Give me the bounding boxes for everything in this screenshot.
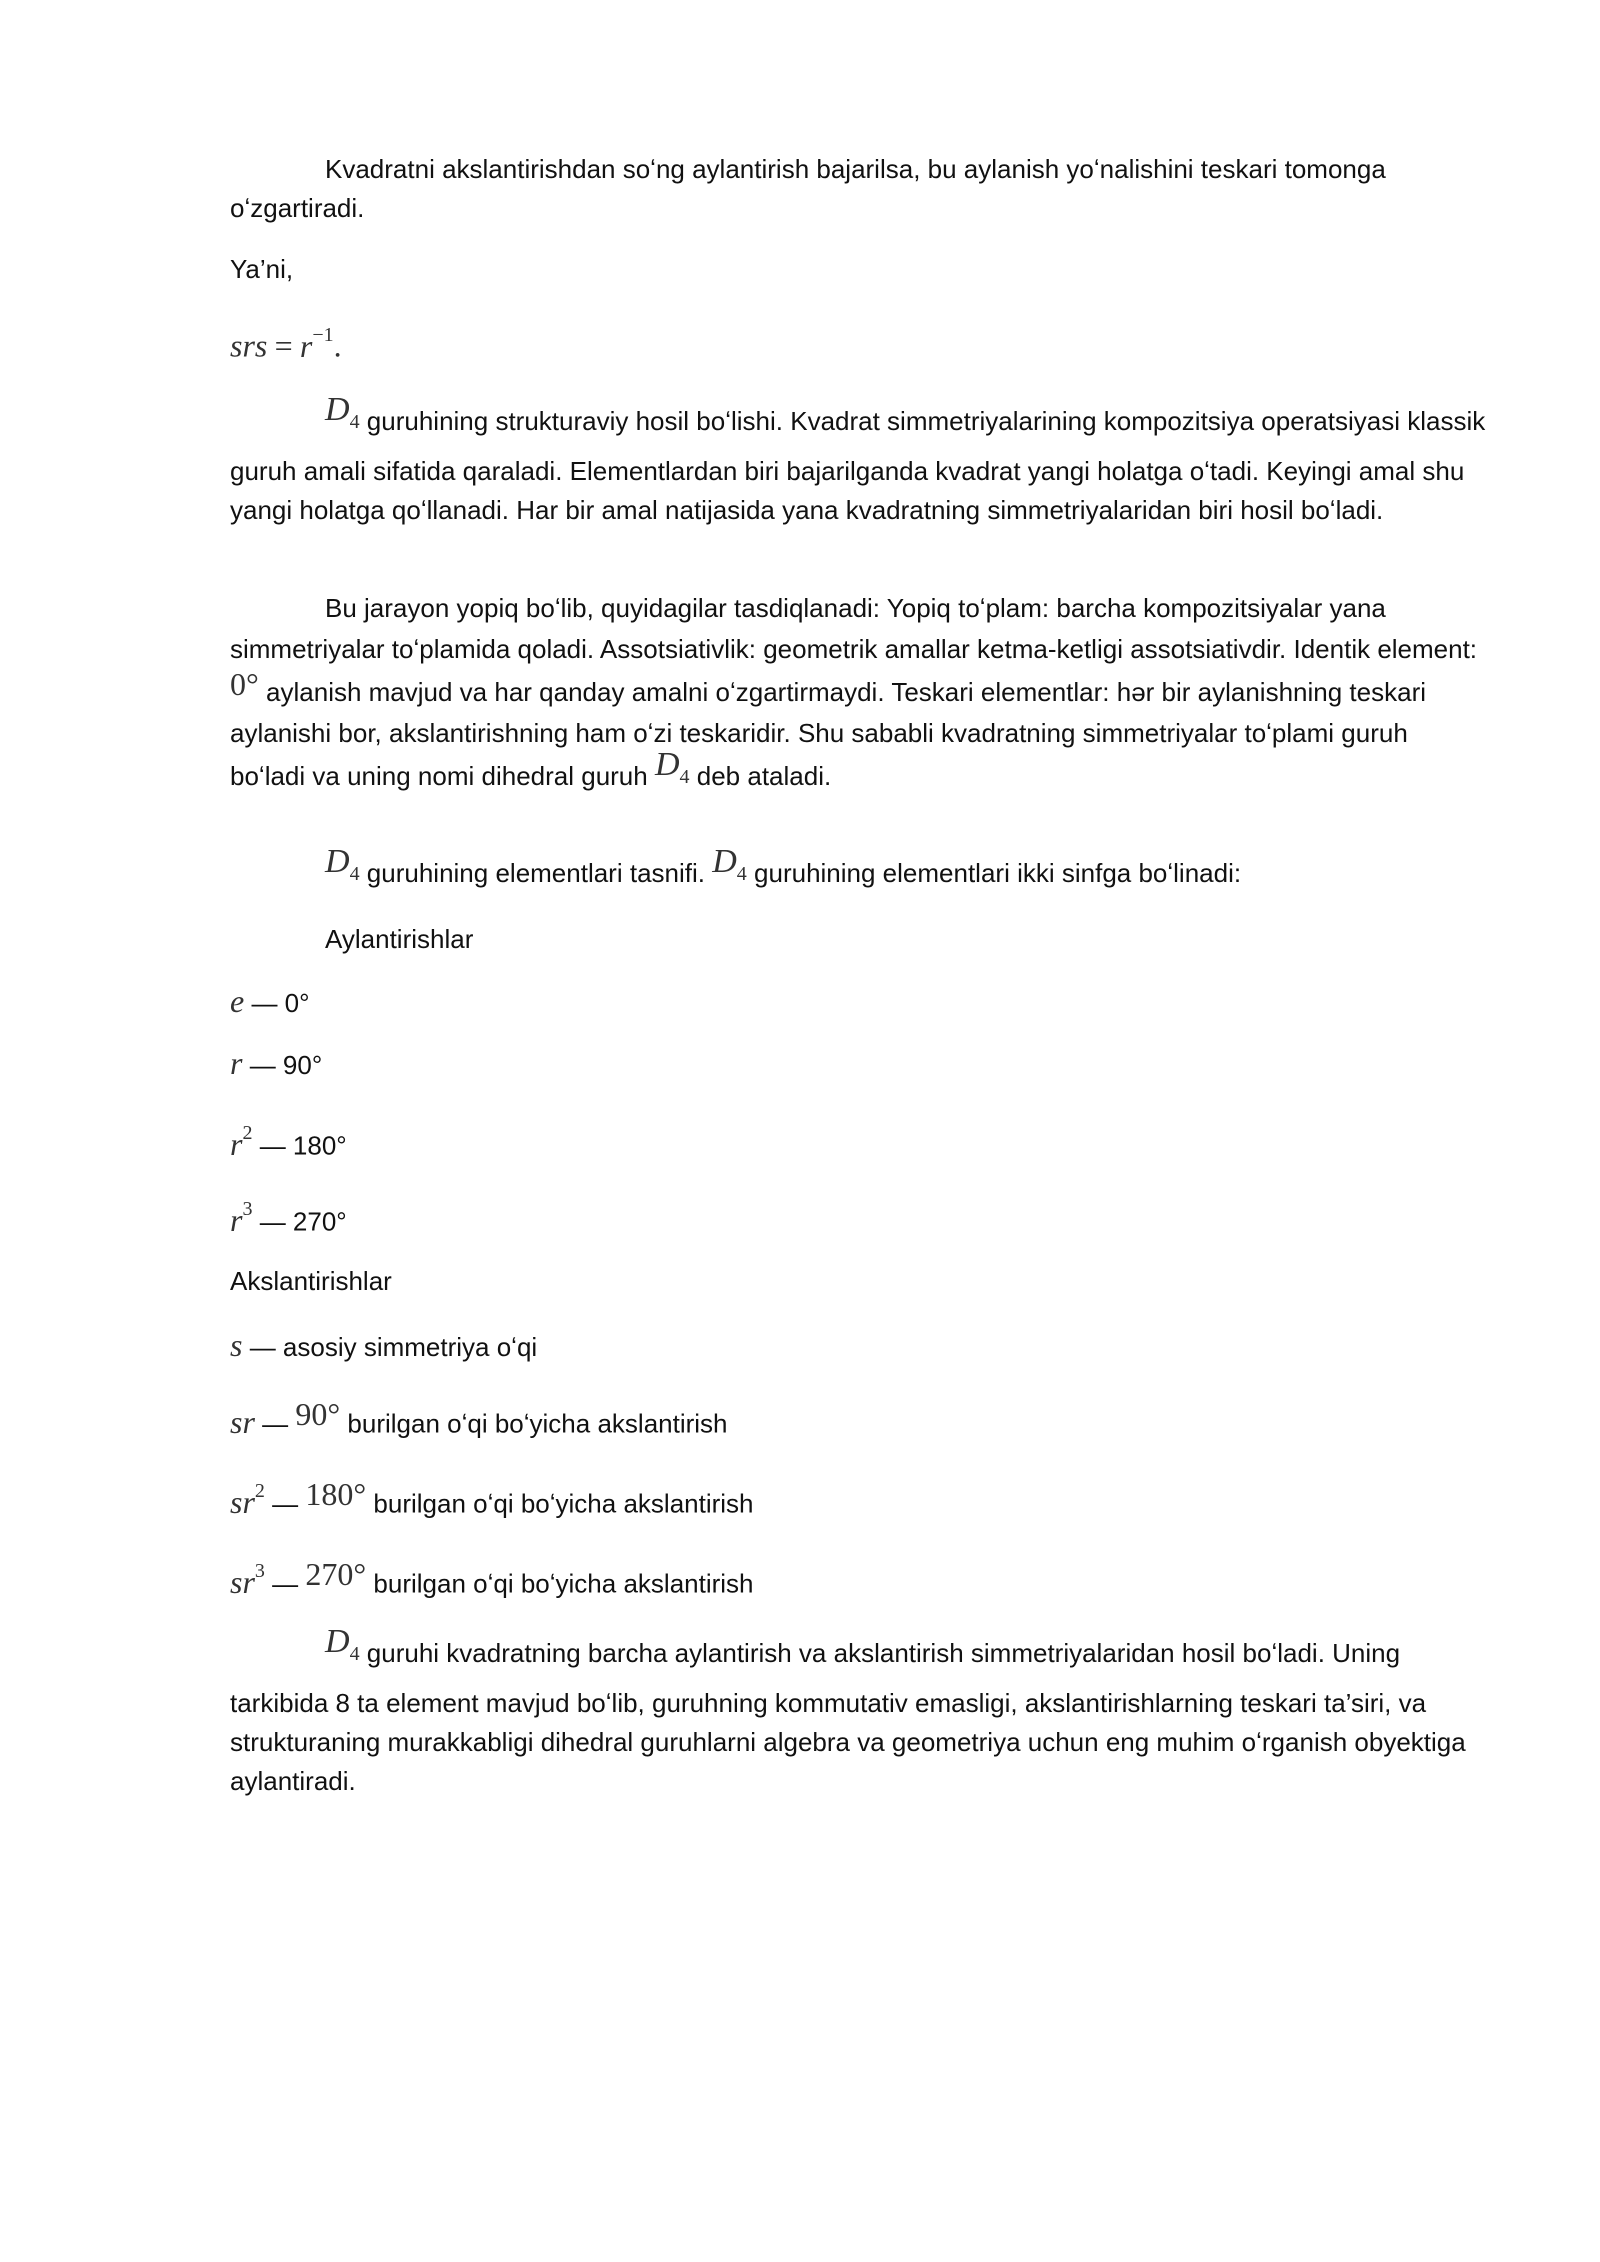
reflection-symbol bbox=[230, 1480, 265, 1520]
reflections-heading-text: Akslantirishlar bbox=[230, 1266, 392, 1296]
equation-equals: = bbox=[274, 327, 293, 364]
d4-subscript: 4 bbox=[349, 1642, 360, 1665]
equation-rhs-base: r bbox=[299, 327, 313, 364]
d4-subscript: 4 bbox=[736, 862, 747, 885]
d4-letter: D bbox=[325, 1623, 350, 1660]
reflection-symbol bbox=[230, 1404, 255, 1440]
rotation-item bbox=[230, 1118, 347, 1166]
reflection-item-s bbox=[230, 1326, 537, 1367]
d4-letter: D bbox=[325, 391, 350, 428]
rotation-angle: — 90° bbox=[249, 1050, 323, 1080]
identity-angle: 0° bbox=[230, 666, 259, 702]
rotation-symbol-base: r bbox=[230, 1201, 243, 1238]
reflection-symbol: s bbox=[230, 1327, 243, 1363]
reflection-symbol-exponent: 3 bbox=[254, 1560, 265, 1582]
rotation-symbol bbox=[230, 1198, 253, 1238]
d4-letter: D bbox=[654, 746, 680, 783]
reflection-dash: — bbox=[262, 1408, 289, 1439]
d4-symbol bbox=[325, 843, 360, 885]
rotation-item bbox=[230, 982, 310, 1023]
reflection-angle: 90° bbox=[295, 1395, 341, 1432]
rotation-symbol: r bbox=[230, 1045, 243, 1081]
d4-letter: D bbox=[325, 843, 350, 880]
reflection-item bbox=[230, 1556, 754, 1604]
rotation-angle: — 270° bbox=[259, 1206, 347, 1237]
paragraph-intro bbox=[230, 150, 1490, 228]
rotation-symbol-exponent: 3 bbox=[242, 1198, 253, 1220]
reflection-symbol-exponent: 2 bbox=[254, 1480, 265, 1502]
reflections-heading bbox=[230, 1262, 392, 1301]
rotation-symbol-base: r bbox=[230, 1125, 243, 1162]
reflection-dash: — bbox=[272, 1568, 299, 1599]
rotations-heading bbox=[325, 920, 473, 959]
equation-lhs: srs bbox=[230, 327, 268, 364]
paragraph-structure bbox=[230, 391, 1490, 530]
equation-srs bbox=[230, 320, 342, 368]
classification-text-a: guruhining elementlari tasnifi. bbox=[366, 858, 705, 888]
paragraph-axioms-text-c: deb ataladi. bbox=[696, 761, 832, 791]
reflection-symbol-base: sr bbox=[230, 1483, 255, 1520]
rotations-heading-text: Aylantirishlar bbox=[325, 924, 474, 954]
rotation-symbol: e bbox=[230, 983, 245, 1019]
reflection-dash: — bbox=[272, 1488, 299, 1519]
reflection-description: burilgan oʻqi boʻyicha akslantirish bbox=[373, 1488, 754, 1519]
rotation-symbol-exponent: 2 bbox=[242, 1122, 253, 1144]
paragraph-conclusion bbox=[230, 1623, 1490, 1801]
paragraph-yani bbox=[230, 250, 1490, 289]
rotation-item bbox=[230, 1194, 347, 1242]
d4-symbol bbox=[325, 391, 360, 433]
classification-text-b: guruhining elementlari ikki sinfga boʻlinadi: bbox=[754, 858, 1242, 888]
reflection-item bbox=[230, 1476, 754, 1524]
paragraph-classification bbox=[325, 843, 1242, 904]
rotation-item bbox=[230, 1044, 322, 1085]
paragraph-axioms-text-a: Bu jarayon yopiq boʻlib, quyidagilar tasdiqlanadi: Yopiq toʻplam: barcha kompozitsiyalar yana simmetriyalar toʻplamida qoladi. Assotsiativlik: geometrik amallar ketma-ketligi assotsiativdir. Identik element: bbox=[230, 593, 1478, 664]
equation-period: . bbox=[333, 327, 342, 364]
reflection-symbol-base: sr bbox=[230, 1563, 255, 1600]
equation-rhs bbox=[299, 324, 334, 364]
paragraph-structure-text: guruhining strukturaviy hosil boʻlishi. Kvadrat simmetriyalarining kompozitsiya operatsiyasi klassik guruh amali sifatida qaraladi. Elementlardan biri bajarilganda kvadrat yangi holatga oʻtadi. Keyingi amal shu yangi holatga qoʻllanadi. Har bir amal natijasida yana kvadratning simmetriyalaridan biri hosil boʻladi. bbox=[230, 406, 1486, 525]
reflection-symbol bbox=[230, 1560, 265, 1600]
d4-subscript: 4 bbox=[349, 862, 360, 885]
d4-symbol bbox=[654, 746, 690, 788]
d4-symbol bbox=[712, 843, 747, 885]
d4-subscript: 4 bbox=[349, 410, 360, 433]
rotation-angle: — 0° bbox=[251, 988, 310, 1018]
paragraph-group-axioms bbox=[230, 588, 1490, 808]
reflection-symbol-base: sr bbox=[230, 1403, 255, 1440]
paragraph-axioms-text-b: aylanish mavjud va har qanday amalni oʻzgartirmaydi. Teskari elementlar: hər bir aylanishning teskari aylanishi bor, akslantirishning ham oʻzi teskaridir. Shu sababli kvadratning simmetriyalar toʻplami guruh boʻladi va uning nomi dihedral guruh bbox=[230, 677, 1427, 791]
paragraph-conclusion-text: guruhi kvadratning barcha aylantirish va akslantirish simmetriyalaridan hosil boʻladi. Uning tarkibida 8 ta element mavjud boʻlib, guruhning kommutativ emasligi, akslantirishlarning teskari ta’siri, va strukturaning murakkabligi dihedral guruhlarni algebra va geometriya uchun eng muhim oʻrganish obyektiga aylantiradi. bbox=[230, 1638, 1466, 1796]
equation-rhs-exponent: −1 bbox=[312, 324, 334, 346]
d4-subscript: 4 bbox=[679, 765, 690, 788]
reflection-angle: 270° bbox=[305, 1555, 367, 1592]
reflection-angle: 180° bbox=[305, 1475, 367, 1512]
d4-letter: D bbox=[712, 843, 737, 880]
rotation-angle: — 180° bbox=[259, 1130, 347, 1161]
reflection-description: burilgan oʻqi boʻyicha akslantirish bbox=[373, 1568, 754, 1599]
d4-symbol bbox=[325, 1623, 360, 1665]
reflection-item bbox=[230, 1396, 728, 1444]
paragraph-intro-text: Kvadratni akslantirishdan soʻng aylantirish bajarilsa, bu aylanish yoʻnalishini teskari tomonga oʻzgartiradi. bbox=[230, 154, 1386, 223]
reflection-description: burilgan oʻqi boʻyicha akslantirish bbox=[347, 1408, 728, 1439]
reflection-description: — asosiy simmetriya oʻqi bbox=[249, 1332, 538, 1362]
rotation-symbol bbox=[230, 1122, 253, 1162]
yani-text: Ya’ni, bbox=[230, 254, 294, 284]
